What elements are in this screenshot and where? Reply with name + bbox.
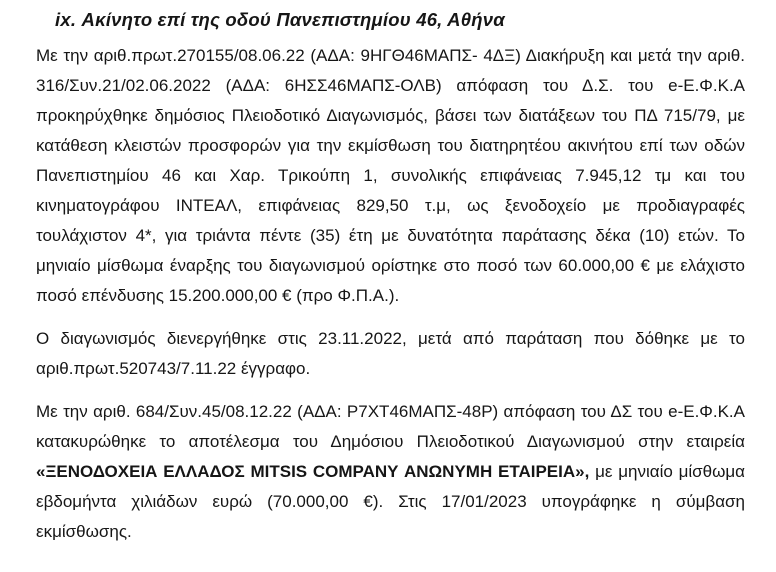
paragraph-text: Με την αριθ. 684/Συν.45/08.12.22 (ΑΔΑ: Ρ7ΧΤ46ΜΑΠΣ-48Ρ) απόφαση του ΔΣ του e-Ε.Φ.Κ.Α κατακυρώθηκε το αποτέλεσμα του Δημόσιου Πλειοδοτικού Διαγωνισμού στην εταιρεία — [36, 402, 745, 451]
document-body — [36, 41, 745, 547]
paragraph-text: με μηνιαίο μίσθωμα εβδομήντα χιλιάδων ευρώ (70.000,00 €). Στις 17/01/2023 υπογράφηκε η σύμβαση εκμίσθωσης. — [36, 462, 745, 541]
paragraph-2 — [36, 324, 745, 384]
company-name-emphasis: «ΞΕΝΟΔΟΧΕΙΑ ΕΛΛΑΔΟΣ MITSIS COMPANY ΑΝΩΝΥΜΗ ΕΤΑΙΡΕΙΑ», — [36, 462, 590, 481]
paragraph-3 — [36, 397, 745, 547]
paragraph-text: Ο διαγωνισμός διενεργήθηκε στις 23.11.2022, μετά από παράταση που δόθηκε με το αριθ.πρωτ.520743/7.11.22 έγγραφο. — [36, 329, 745, 378]
section-heading: ix. Ακίνητο επί της οδού Πανεπιστημίου 46, Αθήνα — [55, 9, 505, 30]
paragraph-1 — [36, 41, 745, 311]
paragraph-text: Με την αριθ.πρωτ.270155/08.06.22 (ΑΔΑ: 9ΗΓΘ46ΜΑΠΣ- 4ΔΞ) Διακήρυξη και μετά την αριθ. 316/Συν.21/02.06.2022 (ΑΔΑ: 6ΗΣΣ46ΜΑΠΣ-ΟΛΒ) απόφαση του Δ.Σ. του e-Ε.Φ.Κ.Α προκηρύχθηκε δημόσιος Πλειοδοτικό Διαγωνισμός, βάσει των διατάξεων του ΠΔ 715/79, με κατάθεση κλειστών προσφορών για την εκμίσθωση του διατηρητέου ακινήτου επί των οδών Πανεπιστημίου 46 και Χαρ. Τρικούπη 1, συνολικής επιφάνειας 7.945,12 τμ και του κινηματογράφου ΙΝΤΕΑΛ, επιφάνειας 829,50 τ.μ, ως ξενοδοχείο με προδιαγραφές τουλάχιστον 4*, για τριάντα πέντε (35) έτη με δυνατότητα παράτασης δέκα (10) ετών. Το μηνιαίο μίσθωμα έναρξης του διαγωνισμού ορίστηκε στο ποσό των 60.000,00 € με ελάχιστο ποσό επένδυσης 15.200.000,00 € (προ Φ.Π.Α.). — [36, 46, 745, 305]
